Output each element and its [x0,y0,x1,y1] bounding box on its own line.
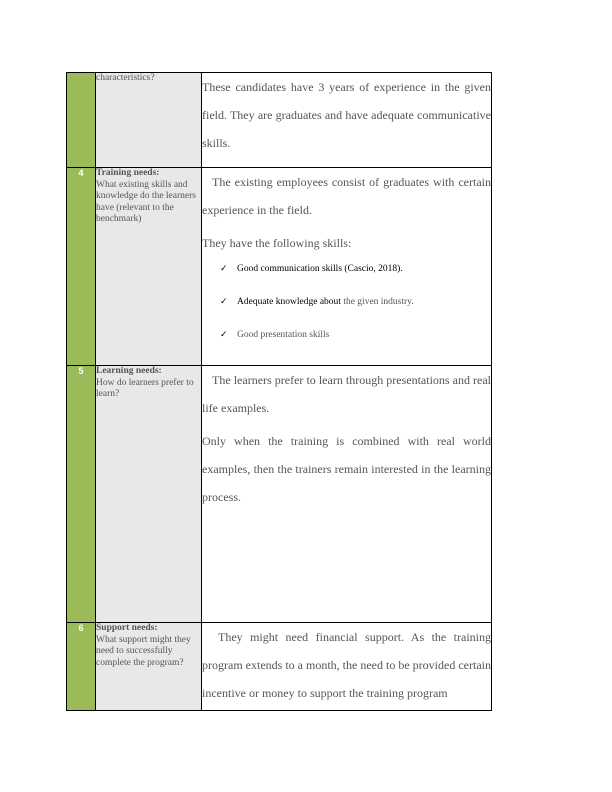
question-cell [96,73,202,168]
skill-text-grey: the given industry. [340,297,414,307]
checkmark-icon: ✓ [220,264,228,274]
list-item [220,329,491,342]
list-item [220,296,491,309]
skills-list [202,263,491,342]
table-row [67,366,492,623]
row-number-cell: 6 [67,623,96,711]
answer-cell [202,623,492,711]
question-cell [96,366,202,623]
question-title: Support needs: [96,623,158,633]
answer-cell [202,73,492,168]
question-body: How do learners prefer to learn? [96,377,194,399]
question-title: Learning needs: [96,366,162,376]
checkmark-icon: ✓ [220,297,228,307]
question-body: characteristics? [96,73,155,83]
answer-cell [202,366,492,623]
answer-paragraph: The existing employees consist of graduates with certain experience in the field. [202,175,491,217]
row-number-cell [67,73,96,168]
question-body: What support might they need to successfully complete the program? [96,634,191,668]
answer-paragraph: The learners prefer to learn through presentations and real life examples. [202,373,491,415]
skill-text-grey: Good presentation skills [237,330,330,340]
row-number-cell: 4 [67,168,96,366]
row-number-cell: 5 [67,366,96,623]
answer-paragraph: Only when the training is combined with real world examples, then the trainers remain interested in the learning process. [202,434,491,504]
checkmark-icon: ✓ [220,330,228,340]
table-row [67,623,492,711]
question-cell [96,168,202,366]
list-item [220,263,491,276]
question-cell [96,623,202,711]
needs-analysis-table [66,72,492,711]
answer-paragraph: They might need financial support. As the training program extends to a month, the need to be provided certain incentive or money to support the training program [202,630,491,700]
skill-text: Adequate knowledge about [237,297,341,307]
question-body: What existing skills and knowledge do the learners have (relevant to the benchmark) [96,179,196,224]
skill-text: Good communication skills (Cascio, 2018). [237,264,403,274]
answer-cell [202,168,492,366]
answer-paragraph: These candidates have 3 years of experience in the given field. They are graduates and have adequate communicative skills. [202,80,491,150]
question-title: Training needs: [96,168,160,178]
table-row [67,73,492,168]
table-row [67,168,492,366]
answer-paragraph: They have the following skills: [202,236,352,250]
